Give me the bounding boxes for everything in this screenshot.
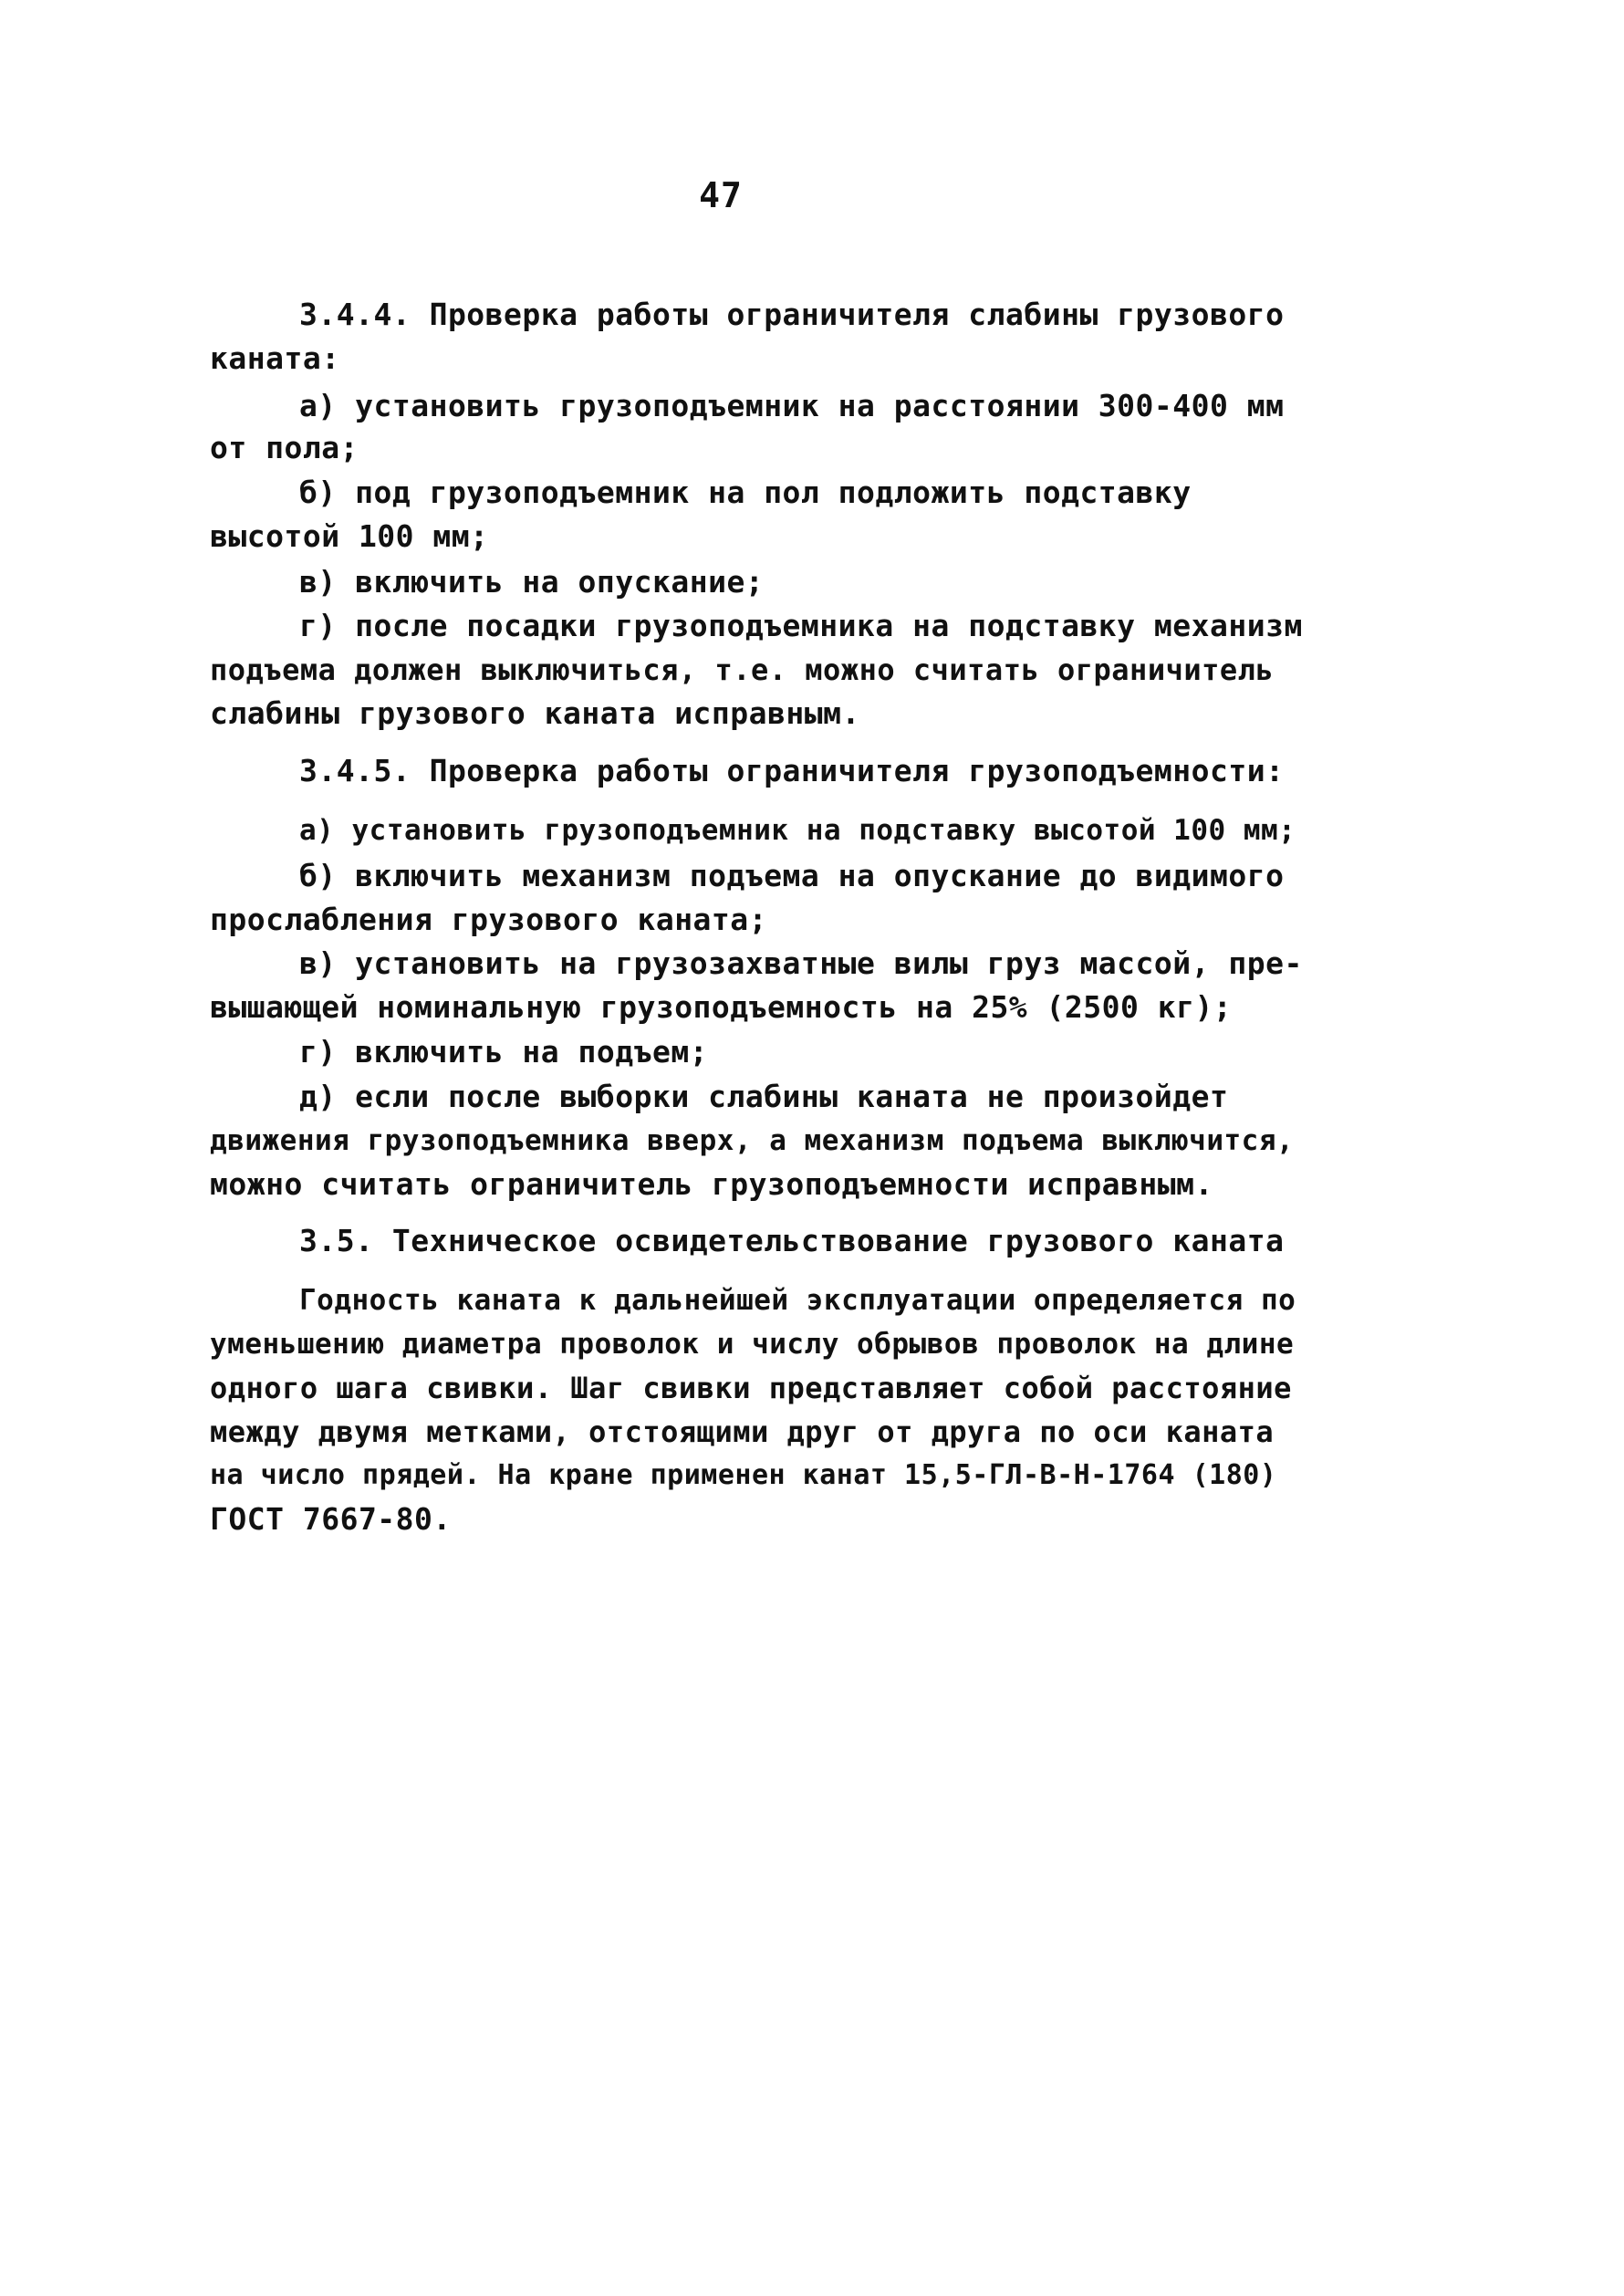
paragraph-line: движения грузоподъемника вверх, а механизм подъема выключится, xyxy=(210,1124,1295,1157)
list-item-b: б) включить механизм подъема на опускание до видимого xyxy=(299,858,1285,893)
list-item-a: а) установить грузоподъемник на подставку высотой 100 мм; xyxy=(299,814,1296,847)
section-heading-3-4-4: 3.4.4. Проверка работы ограничителя слабины грузового xyxy=(299,297,1285,332)
section-heading-3-5: 3.5. Техническое освидетельствование грузового каната xyxy=(299,1223,1285,1258)
paragraph-line: уменьшению диаметра проволок и числу обрывов проволок на длине xyxy=(210,1328,1295,1361)
list-item-v: в) включить на опускание; xyxy=(299,564,765,600)
paragraph-line: от пола; xyxy=(210,430,359,465)
list-item-b: б) под грузоподъемник на пол подложить подставку xyxy=(299,475,1192,510)
list-item-g: г) после посадки грузоподъемника на подставку механизм xyxy=(299,608,1303,643)
page-number: 47 xyxy=(699,175,743,215)
paragraph-line: слабины грузового каната исправным. xyxy=(210,695,860,731)
paragraph-line: подъема должен выключиться, т.е. можно считать ограничитель xyxy=(210,652,1275,687)
paragraph-line: вышающей номинальную грузоподъемность на 25% (2500 кг); xyxy=(210,989,1233,1025)
paragraph-line: одного шага свивки. Шаг свивки представляет собой расстояние xyxy=(210,1371,1292,1405)
paragraph-line: между двумя метками, отстоящими друг от друга по оси каната xyxy=(210,1414,1275,1449)
paragraph-line: прослабления грузового каната; xyxy=(210,902,768,937)
paragraph-line: можно считать ограничитель грузоподъемности исправным. xyxy=(210,1166,1213,1202)
section-heading-3-4-5: 3.4.5. Проверка работы ограничителя грузоподъемности: xyxy=(299,753,1285,788)
list-item-d: д) если после выборки слабины каната не произойдет xyxy=(299,1079,1229,1114)
paragraph-line: ГОСТ 7667-80. xyxy=(210,1501,452,1537)
paragraph-line: на число прядей. На кране применен канат 15,5-ГЛ-В-Н-1764 (180) xyxy=(210,1459,1277,1491)
paragraph-line: каната: xyxy=(210,340,340,376)
list-item-v: в) установить на грузозахватные вилы груз массой, пре- xyxy=(299,945,1303,981)
paragraph-line: Годность каната к дальнейшей эксплуатации определяется по xyxy=(299,1284,1296,1317)
list-item-g: г) включить на подъем; xyxy=(299,1034,709,1070)
list-item-a: а) установить грузоподъемник на расстоянии 300-400 мм xyxy=(299,388,1285,423)
paragraph-line: высотой 100 мм; xyxy=(210,518,489,554)
